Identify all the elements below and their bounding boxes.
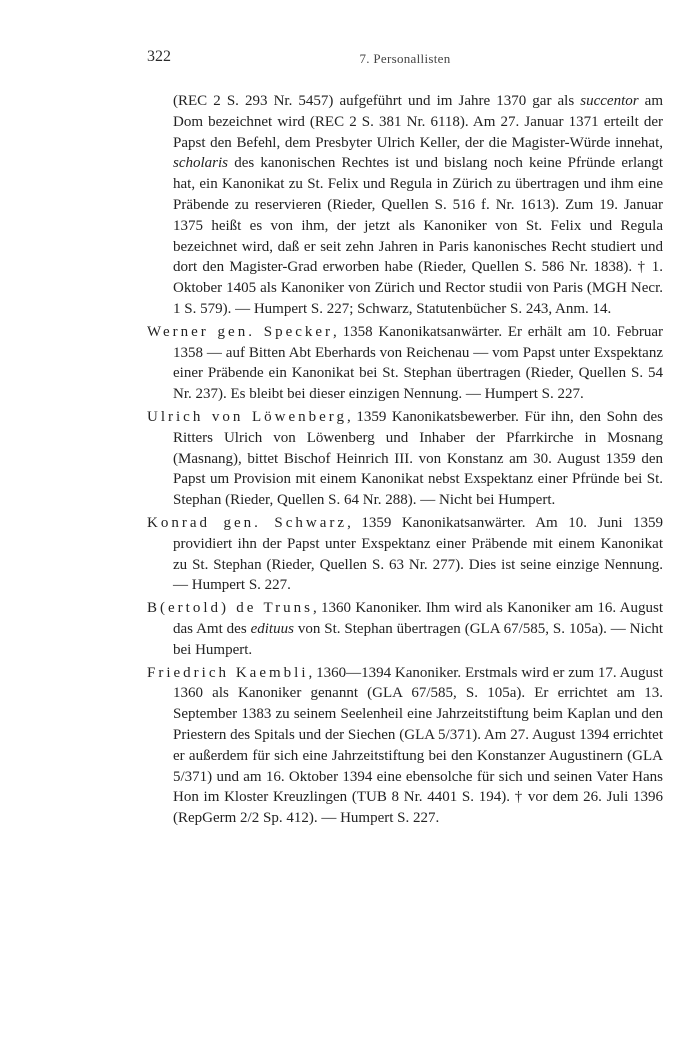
entry-text: , 1360 Kanoniker. Ihm wird als Kanoniker am 16. August das Amt des <box>173 600 663 637</box>
entry-text: am Dom bezeichnet wird (REC 2 S. 381 Nr. 6118). Am 27. Januar 1371 erteilt der Papst den Befehl, dem Presbyter Ulrich Keller, der die Magister-Würde innehat, <box>173 93 663 151</box>
person-name: Ulrich von Löwenberg <box>147 408 347 425</box>
biography-entry <box>147 322 663 405</box>
running-head: 7. Personallisten <box>359 51 451 66</box>
entry-text: von St. Stephan übertragen (GLA 67/585, S. 105a). — Nicht bei Humpert. <box>173 620 663 658</box>
person-name: Konrad gen. Schwarz <box>147 514 348 531</box>
entry-text: , 1358 Kanonikatsanwärter. Er erhält am 10. Februar 1358 — auf Bitten Abt Eberhards von Reichenau — vom Papst unter Exspektanz einer Präbende ein Kanonikat bei St. Stephan übertragen (Rieder, Quellen S. 54 Nr. 237). Es bleibt bei dieser einzigen Nennung. — Humpert S. 227. <box>173 323 663 403</box>
entry-text: , 1359 Kanonikatsanwärter. Am 10. Juni 1359 providiert ihn der Papst unter Exspektanz einer Präbende mit einem Kanonikat zu St. Stephan (Rieder, Quellen S. 63 Nr. 277). Dies ist seine einzige Nennung. — Humpert S. 227. <box>173 514 663 594</box>
person-name: Werner gen. Specker <box>147 323 334 340</box>
biography-entry <box>147 663 663 829</box>
entry-text: des kanonischen Rechtes ist und bislang noch keine Pfründe erlangt hat, ein Kanonikat zu St. Felix und Regula in Zürich zu übertragen und ihm eine Präbende zu reservieren (Rieder, Quellen S. 516 f. Nr. 1613). Zum 19. Januar 1375 heißt es von ihm, der jetzt als Kanoniker von St. Felix und Regula bezeichnet wird, daß er seit zehn Jahren in Paris kanonisches Recht studiert und dort den Magister-Grad erworben habe (Rieder, Quellen S. 586 Nr. 1838). † 1. Oktober 1405 als Kanoniker von Zürich und Rector studii von Paris (MGH Necr. 1 S. 579). — Humpert S. 227; Schwarz, Statutenbücher S. 243, Anm. 14. <box>173 155 663 317</box>
entry-text: (REC 2 S. 293 Nr. 5457) aufgeführt und im Jahre 1370 gar als <box>173 93 581 109</box>
continued-entry <box>147 91 663 320</box>
biography-entry <box>147 598 663 660</box>
page-header <box>147 48 663 70</box>
page-number: 322 <box>147 48 171 65</box>
biography-entry <box>147 407 663 511</box>
entry-text: , 1359 Kanonikatsbewerber. Für ihn, den Sohn des Ritters Ulrich von Löwenberg und Inhaber der Pfarrkirche in Mosnang (Masnang), bittet Bischof Heinrich III. von Konstanz am 30. August 1359 den Papst um Provision mit einem Kanonikat nebst Exspektanz einer Pfründe bei St. Stephan (Rieder, Quellen S. 64 Nr. 288). — Nicht bei Humpert. <box>173 408 664 509</box>
entry-text: , 1360—1394 Kanoniker. Erstmals wird er zum 17. August 1360 als Kanoniker genannt (GLA 67/585, S. 105a). Er errichtet am 13. September 1383 zu seinem Seelenheil eine Jahrzeitstiftung beim Kaplan und den Priestern des Spitals und der Siechen (GLA 5/371). Am 27. August 1394 errichtet er außerdem für sich eine Jahrzeitstiftung bei den Konstanzer Augustinern (GLA 5/371) und am 16. Oktober 1394 eine ebensolche für sich und seinen Vater Hans Hon im Kloster Kreuzlingen (TUB 8 Nr. 4401 S. 194). † vor dem 26. Juli 1396 (RepGerm 2/2 Sp. 412). — Humpert S. 227. <box>173 664 663 827</box>
person-name: B(ertold) de Truns <box>147 600 313 617</box>
latin-term: succentor <box>580 93 639 109</box>
person-name: Friedrich Kaembli <box>147 664 309 681</box>
biography-entry <box>147 513 663 596</box>
latin-term: edituus <box>250 620 294 637</box>
latin-term: scholaris <box>173 155 229 172</box>
body-text <box>147 91 663 831</box>
